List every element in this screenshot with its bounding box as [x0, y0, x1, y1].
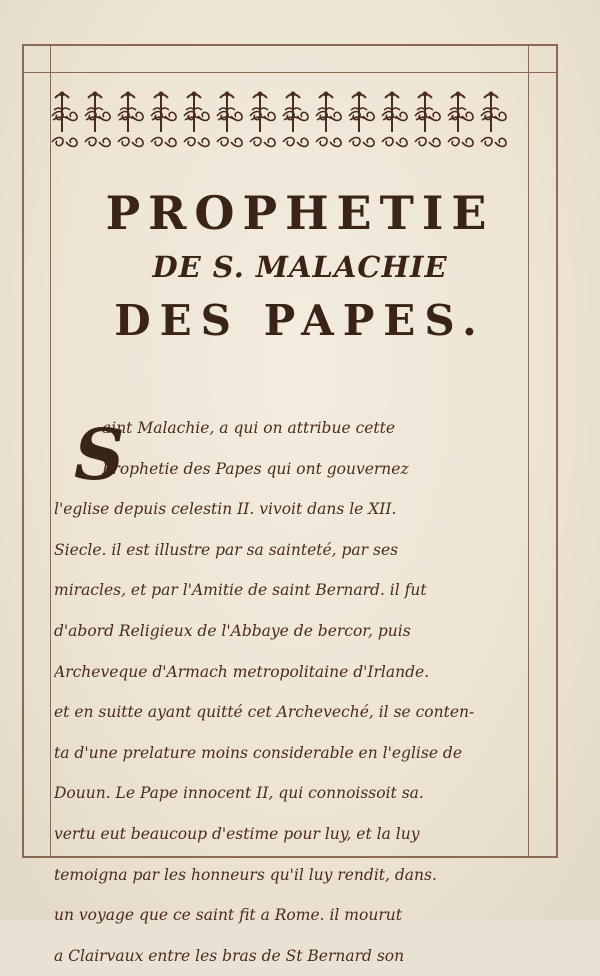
drop-cap: S [74, 413, 125, 496]
text-line: miracles, et par l'Amitie de saint Bernard. il fut [54, 581, 427, 600]
ornament-band [50, 86, 520, 158]
text-line: temoigna par les honneurs qu'il luy rendit, dans. [54, 865, 437, 884]
body-text [54, 408, 524, 976]
text-line: Douun. Le Pape innocent II, qui connoissoit sa. [54, 784, 424, 803]
text-line: Siecle. il est illustre par sa sainteté, par ses [54, 540, 399, 559]
title-line-1: PROPHETIE [105, 186, 495, 240]
text-line: a Clairvaux entre les bras de St Bernard son [54, 946, 405, 965]
frame-left-rule [22, 44, 24, 858]
text-line: aint Malachie, a qui on attribue cette [102, 419, 396, 437]
text-line: ta d'une prelature moins considerable en l'eglise de [54, 743, 463, 762]
text-line: Archeveque d'Armach metropolitaine d'Irlande. [54, 662, 430, 681]
text-line: et en suitte ayant quitté cet Archeveché, il se conten- [54, 703, 475, 722]
frame-right-inner-rule [528, 44, 529, 858]
frame-right-rule [556, 44, 558, 858]
title-line-2: DE S. MALACHIE [152, 250, 448, 284]
text-line: l'eglise depuis celestin II. vivoit dans le XII. [54, 500, 397, 519]
text-line: d'abord Religieux de l'Abbaye de bercor, puis [54, 621, 411, 640]
text-line: un voyage que ce saint fit a Rome. il mourut [54, 906, 402, 925]
frame-top-rule-inner [22, 72, 558, 73]
title-line-3: DES PAPES. [114, 296, 486, 345]
frame-left-inner-rule [50, 44, 51, 858]
text-line: Prophetie des Papes qui ont gouvernez [102, 459, 409, 478]
frame-top-rule [22, 44, 558, 46]
text-line: vertu eut beaucoup d'estime pour luy, et la luy [54, 824, 420, 843]
